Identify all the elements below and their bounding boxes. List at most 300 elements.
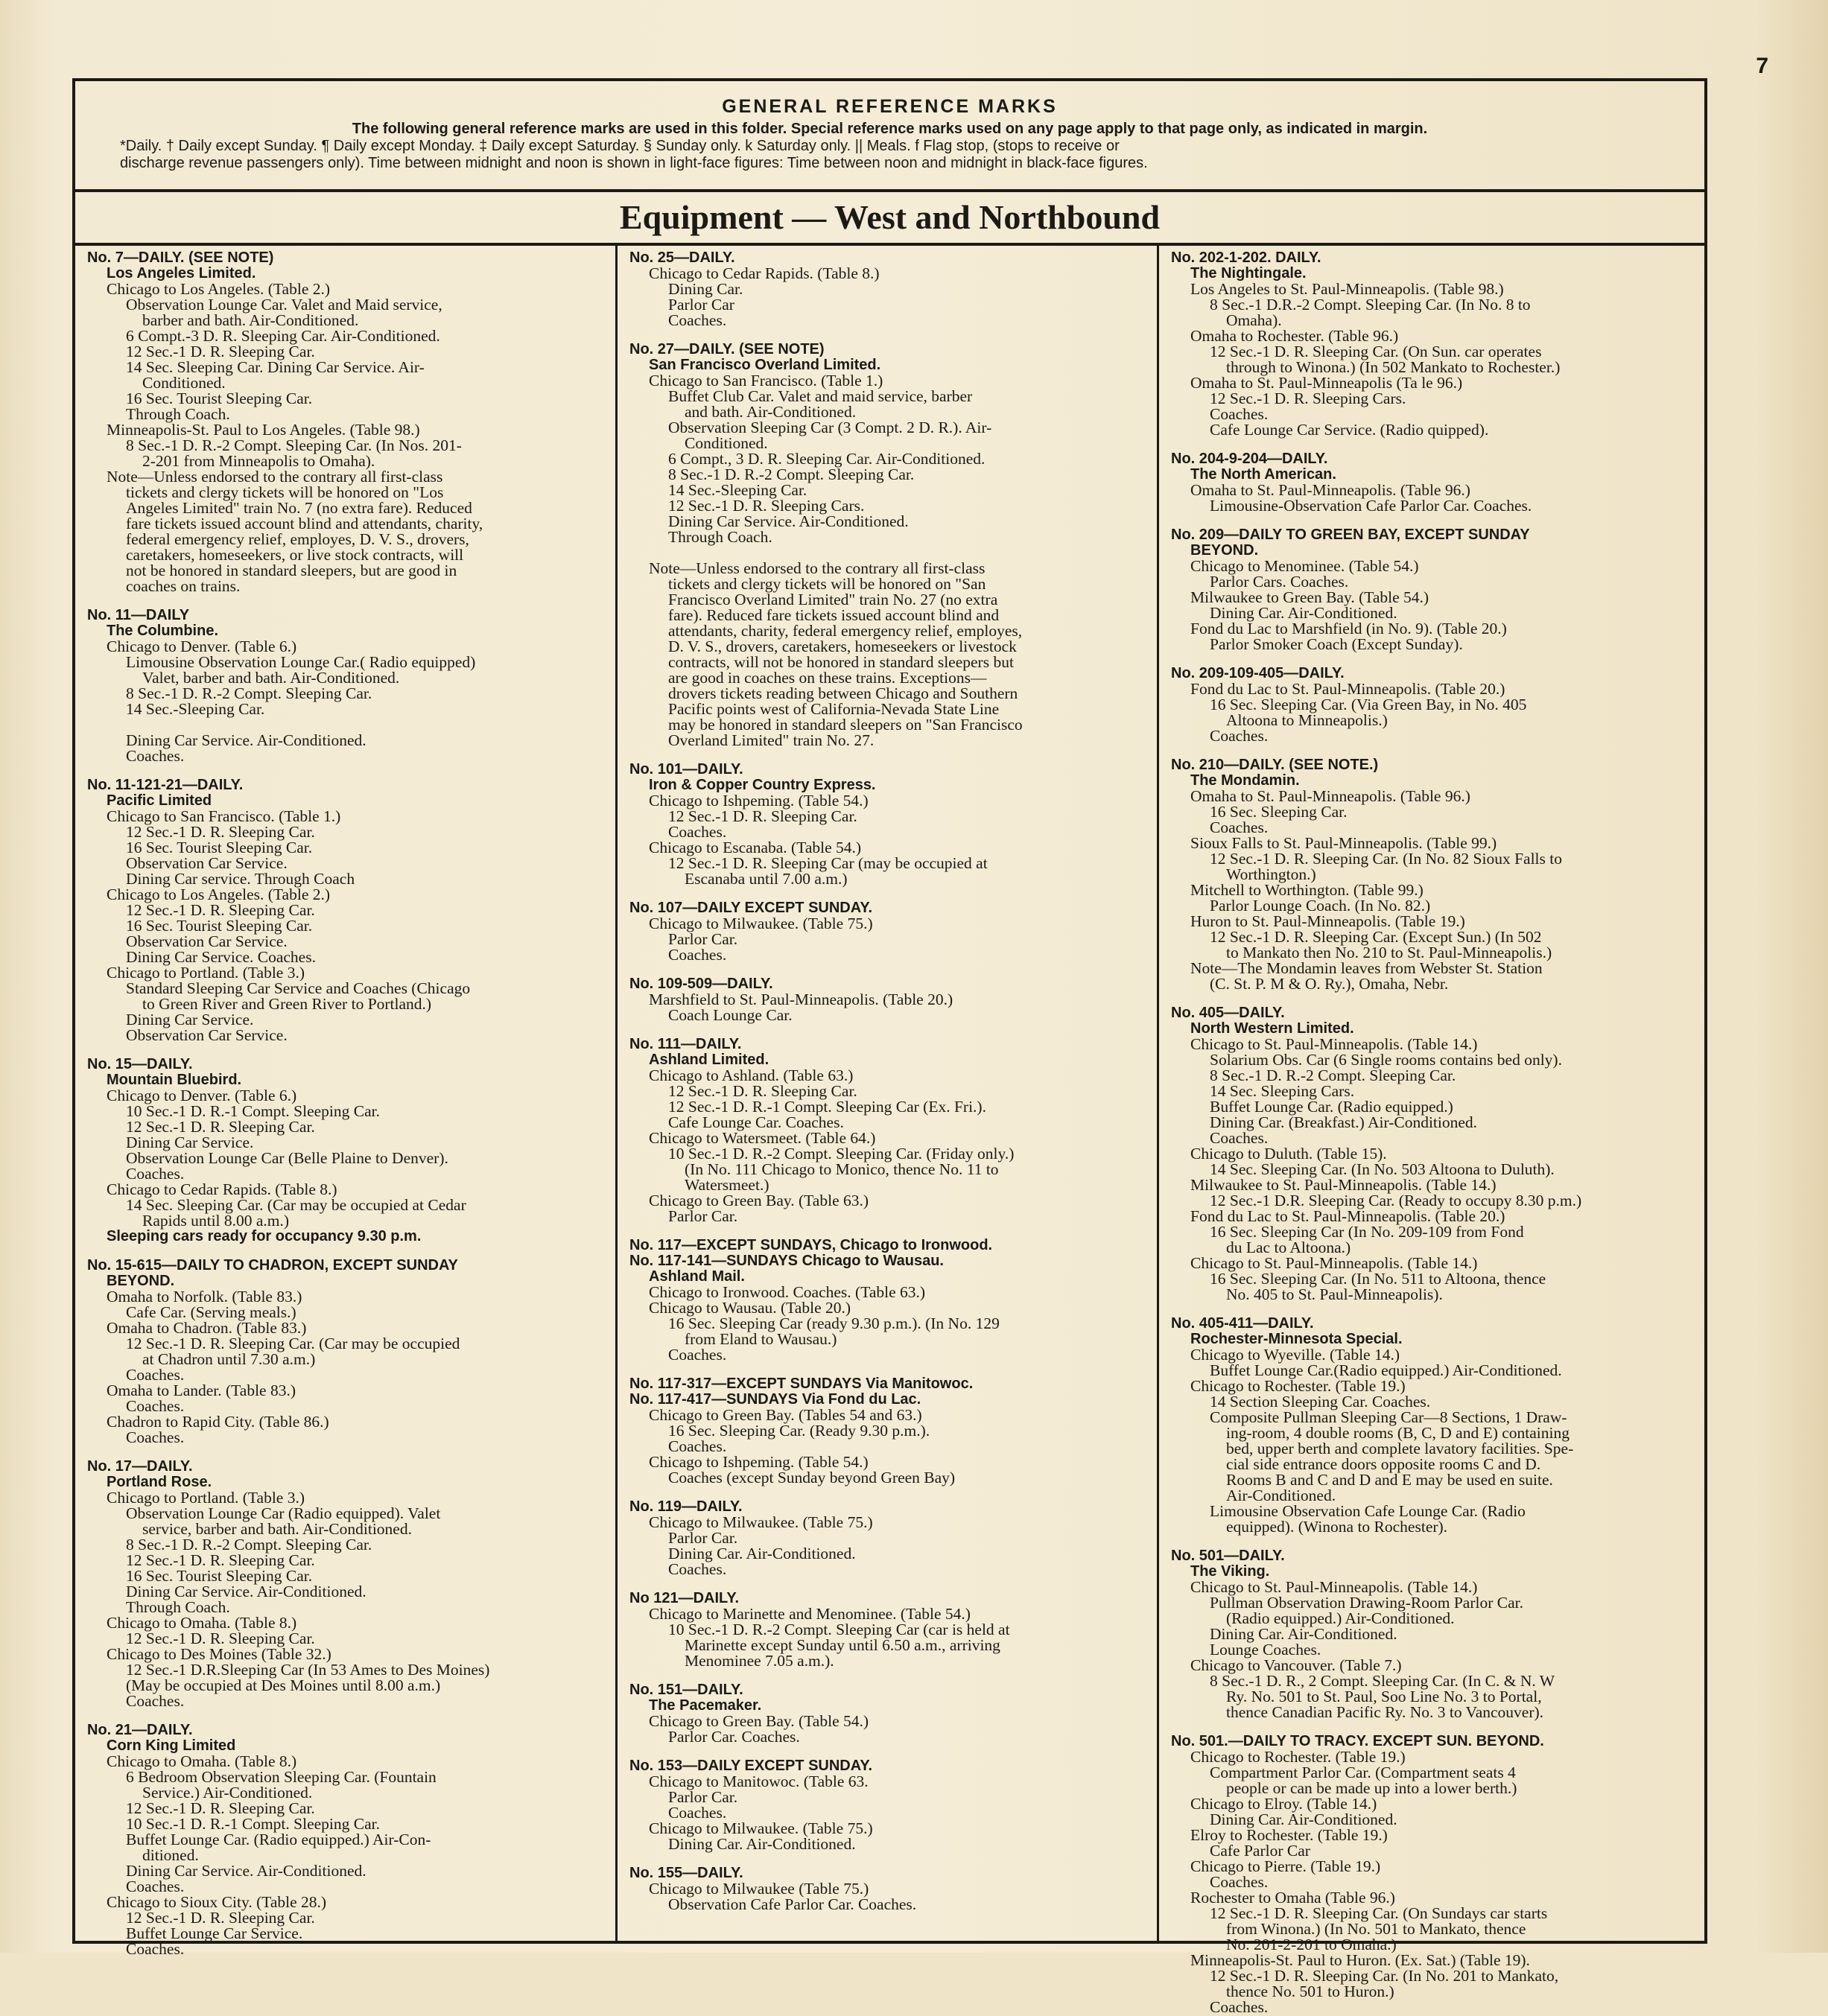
equipment-line: 6 Compt., 3 D. R. Sleeping Car. Air-Conditioned. xyxy=(668,450,986,468)
equipment-line: 16 Sec. Sleeping Car (In No. 209-109 from Fond xyxy=(1210,1223,1524,1241)
equipment-line: Coaches. xyxy=(126,1428,185,1446)
train-entry xyxy=(1171,1734,1692,2015)
equipment-line: Rooms B and C and D and E may be used en suite. xyxy=(1226,1471,1553,1489)
train-heading-line: No. 204-9-204—DAILY. xyxy=(1171,451,1328,467)
train-heading-line: The Pacemaker. xyxy=(649,1697,762,1714)
equipment-line: Angeles Limited" train No. 7 (no extra fare). Reduced xyxy=(126,499,472,517)
train-entry xyxy=(1171,1316,1692,1535)
equipment-line: Chicago to Portland. (Table 3.) xyxy=(107,964,305,982)
equipment-line: 8 Sec.-1 D. R.-2 Compt. Sleeping Car. xyxy=(126,1536,372,1554)
equipment-line: Pullman Observation Drawing-Room Parlor Car. xyxy=(1210,1594,1523,1612)
equipment-line: Chicago to Omaha. (Table 8.) xyxy=(107,1752,297,1770)
column-left xyxy=(75,246,618,1958)
train-heading-line: Mountain Bluebird. xyxy=(107,1072,242,1088)
equipment-line: 12 Sec.-1 D. R. Sleeping Car. xyxy=(126,343,315,360)
equipment-line: Limousine Observation Cafe Lounge Car. (Radio xyxy=(1210,1502,1526,1520)
train-heading-line: No. 210—DAILY. (SEE NOTE.) xyxy=(1171,757,1379,773)
equipment-line: Dining Car Service. Air-Conditioned. xyxy=(668,512,909,530)
train-entry xyxy=(629,250,1145,328)
equipment-line: Service.) Air-Conditioned. xyxy=(142,1784,313,1802)
equipment-line: 16 Sec. Tourist Sleeping Car. xyxy=(126,839,313,856)
equipment-line: Parlor Car xyxy=(668,296,734,314)
equipment-line: Chicago to Denver. (Table 6.) xyxy=(107,1087,297,1104)
train-heading-line: Rochester-Minnesota Special. xyxy=(1190,1331,1403,1347)
equipment-line: 12 Sec.-1 D. R. Sleeping Car. (In No. 201 to Mankato, xyxy=(1210,1967,1559,1985)
reference-marks-line: *Daily. † Daily except Sunday. ¶ Daily except Monday. ‡ Daily except Saturday. § Sunday only. k Saturday only. || Meals. f Flag stop, (stops to receive or xyxy=(120,138,1120,154)
equipment-line: Note—Unless endorsed to the contrary all first-class xyxy=(107,468,443,486)
equipment-line: Chicago to Escanaba. (Table 54.) xyxy=(649,839,862,856)
equipment-line: from Eland to Wausau.) xyxy=(685,1330,837,1348)
equipment-line: 10 Sec.-1 D. R.-2 Compt. Sleeping Car. (Friday only.) xyxy=(668,1145,1015,1163)
equipment-line: Note—The Mondamin leaves from Webster St. Station xyxy=(1190,959,1543,977)
equipment-line: Cafe Lounge Car. Coaches. xyxy=(668,1113,844,1131)
equipment-line: Coaches. xyxy=(668,1804,727,1822)
train-entry xyxy=(629,1758,1145,1852)
equipment-line: Escanaba until 7.00 a.m.) xyxy=(685,870,848,888)
equipment-line: Los Angeles to St. Paul-Minneapolis. (Table 98.) xyxy=(1190,280,1504,298)
train-heading-line: No. 101—DAILY. xyxy=(629,761,743,778)
equipment-line: Coaches. xyxy=(1210,1998,1269,2016)
equipment-line: 12 Sec.-1 D. R. Sleeping Car (may be occupied at xyxy=(668,854,988,872)
equipment-line: 12 Sec.-1 D. R. Sleeping Car. xyxy=(126,901,315,919)
equipment-line: Chicago to Manitowoc. (Table 63. xyxy=(649,1772,869,1790)
equipment-line: 12 Sec.-1 D. R.-1 Compt. Sleeping Car (Ex. Fri.). xyxy=(668,1098,986,1116)
equipment-line: Omaha to St. Paul-Minneapolis. (Table 96.) xyxy=(1190,787,1470,805)
train-heading-line: The Nightingale. xyxy=(1190,265,1307,282)
equipment-line: 16 Sec. Tourist Sleeping Car. xyxy=(126,389,313,407)
equipment-line: and bath. Air-Conditioned. xyxy=(685,403,857,421)
equipment-line: Dining Car Service. xyxy=(126,1133,254,1151)
equipment-line: Dining Car. Air-Conditioned. xyxy=(1210,1810,1397,1828)
equipment-line: are good in coaches on these trains. Exceptions— xyxy=(668,669,987,687)
equipment-line: Note—Unless endorsed to the contrary all first-class xyxy=(649,559,986,577)
equipment-line: 8 Sec.-1 D. R.-2 Compt. Sleeping Car. xyxy=(1210,1066,1456,1084)
equipment-line: Dining Car. Air-Conditioned. xyxy=(1210,1625,1397,1643)
equipment-line: 14 Sec. Sleeping Car. (In No. 503 Altoona to Duluth). xyxy=(1210,1160,1555,1178)
equipment-line: Omaha to St. Paul-Minneapolis. (Table 96.) xyxy=(1190,481,1470,499)
equipment-line: coaches on trains. xyxy=(126,577,241,595)
train-heading-line: No 121—DAILY. xyxy=(629,1590,740,1606)
equipment-line: Parlor Car. xyxy=(668,1207,738,1225)
equipment-line: Chicago to Pierre. (Table 19.) xyxy=(1190,1857,1381,1875)
equipment-line: Chicago to Ironwood. Coaches. (Table 63.) xyxy=(649,1283,926,1301)
equipment-line: 16 Sec. Tourist Sleeping Car. xyxy=(126,917,313,935)
equipment-line: Omaha to Rochester. (Table 96.) xyxy=(1190,327,1399,345)
equipment-line: 6 Bedroom Observation Sleeping Car. (Fountain xyxy=(126,1768,437,1786)
train-heading-line: No. 501—DAILY. xyxy=(1171,1548,1285,1564)
equipment-line: 12 Sec.-1 D. R. Sleeping Cars. xyxy=(1210,389,1406,407)
equipment-line: 14 Sec. Sleeping Car. Dining Car Service. Air- xyxy=(126,358,425,376)
train-heading-line: No. 151—DAILY. xyxy=(629,1682,743,1698)
equipment-line: Conditioned. xyxy=(142,374,226,392)
equipment-line: Coaches. xyxy=(126,1165,185,1183)
equipment-line: Chicago to Vancouver. (Table 7.) xyxy=(1190,1656,1402,1674)
equipment-line: Chicago to Elroy. (Table 14.) xyxy=(1190,1795,1377,1813)
equipment-line: Buffet Club Car. Valet and maid service, barber xyxy=(668,387,973,405)
train-heading-line: North Western Limited. xyxy=(1190,1020,1354,1037)
equipment-line: Observation Car Service. xyxy=(126,1026,288,1044)
equipment-line: Buffet Lounge Car Service. xyxy=(126,1924,303,1942)
train-entry xyxy=(1171,1548,1692,1720)
equipment-line: Coaches. xyxy=(126,747,185,765)
equipment-line: Chicago to Rochester. (Table 19.) xyxy=(1190,1748,1406,1766)
equipment-line: Observation Sleeping Car (3 Compt. 2 D. R.). Air- xyxy=(668,419,992,436)
equipment-line: Chicago to Los Angeles. (Table 2.) xyxy=(107,885,331,903)
equipment-line: 6 Compt.-3 D. R. Sleeping Car. Air-Conditioned. xyxy=(126,327,440,345)
equipment-line: Dining Car Service. Coaches. xyxy=(126,948,316,966)
train-entry xyxy=(629,342,1145,748)
equipment-line: Chadron to Rapid City. (Table 86.) xyxy=(107,1413,329,1431)
equipment-line: service, barber and bath. Air-Conditioned. xyxy=(142,1520,412,1538)
equipment-line: 16 Sec. Sleeping Car. (Ready 9.30 p.m.). xyxy=(668,1422,930,1440)
equipment-line: 12 Sec.-1 D. R. Sleeping Cars. xyxy=(668,497,865,515)
equipment-line: (Radio equipped.) Air-Conditioned. xyxy=(1226,1609,1455,1627)
equipment-line: 12 Sec.-1 D. R. Sleeping Car. (Except Sun.) (In 502 xyxy=(1210,928,1542,946)
equipment-line: Watersmeet.) xyxy=(685,1176,769,1194)
equipment-line: Parlor Car. xyxy=(668,1788,738,1806)
train-heading-line: No. 119—DAILY. xyxy=(629,1498,743,1515)
equipment-line: Chicago to Ashland. (Table 63.) xyxy=(649,1066,854,1084)
train-heading-line: San Francisco Overland Limited. xyxy=(649,357,881,373)
equipment-line: through to Winona.) (In 502 Mankato to Rochester.) xyxy=(1226,358,1561,376)
equipment-line: Standard Sleeping Car Service and Coaches (Chicago xyxy=(126,979,471,997)
equipment-line: Chicago to St. Paul-Minneapolis. (Table 14.) xyxy=(1190,1035,1478,1053)
train-entry xyxy=(629,1037,1145,1224)
equipment-line: Valet, barber and bath. Air-Conditioned. xyxy=(142,669,400,687)
equipment-line: Dining Car Service. Air-Conditioned. xyxy=(126,731,366,749)
equipment-line: Compartment Parlor Car. (Compartment seats 4 xyxy=(1210,1764,1516,1781)
equipment-line: Chicago to Rochester. (Table 19.) xyxy=(1190,1377,1406,1395)
train-entry xyxy=(87,1057,603,1244)
equipment-line: Chicago to Green Bay. (Table 54.) xyxy=(649,1712,869,1730)
equipment-line: 10 Sec.-1 D. R.-1 Compt. Sleeping Car. xyxy=(126,1102,380,1120)
equipment-line: Chicago to Duluth. (Table 15). xyxy=(1190,1145,1387,1163)
train-heading-line: The North American. xyxy=(1190,466,1336,483)
equipment-line: Observation Lounge Car. Valet and Maid service, xyxy=(126,296,442,314)
equipment-line: No. 201-2-201 to Omaha.) xyxy=(1226,1936,1397,1953)
equipment-line: Observation Cafe Parlor Car. Coaches. xyxy=(668,1895,917,1913)
equipment-line: Observation Lounge Car (Belle Plaine to Denver). xyxy=(126,1149,448,1167)
equipment-line: Conditioned. xyxy=(685,434,768,452)
train-heading-line: Corn King Limited xyxy=(107,1737,236,1754)
equipment-line: Cafe Car. (Serving meals.) xyxy=(126,1303,296,1321)
equipment-line: barber and bath. Air-Conditioned. xyxy=(142,311,359,329)
equipment-line: du Lac to Altoona.) xyxy=(1226,1238,1351,1256)
equipment-line: (C. St. P. M & O. Ry.), Omaha, Nebr. xyxy=(1210,975,1449,993)
equipment-line: Coaches. xyxy=(126,1940,185,1958)
reference-marks-text xyxy=(120,121,1660,172)
equipment-line: Chicago to Ishpeming. (Table 54.) xyxy=(649,1453,869,1471)
equipment-line xyxy=(629,545,1145,561)
equipment-line: Through Coach. xyxy=(126,405,230,423)
equipment-line: Dining Car service. Through Coach xyxy=(126,870,355,888)
train-heading-line: No. 209—DAILY TO GREEN BAY, EXCEPT SUNDAY xyxy=(1171,527,1530,543)
train-entry xyxy=(87,778,603,1043)
equipment-line: Coaches. xyxy=(1210,1873,1269,1891)
equipment-line: Air-Conditioned. xyxy=(1226,1486,1336,1504)
equipment-line: Fond du Lac to Marshfield (in No. 9). (Table 20.) xyxy=(1190,620,1507,637)
equipment-line: cial side entrance doors opposite rooms C and D. xyxy=(1226,1455,1541,1473)
train-heading-line: No. 501.—DAILY TO TRACY. EXCEPT SUN. BEYOND. xyxy=(1171,1733,1544,1749)
train-heading-line: No. 15—DAILY. xyxy=(87,1056,193,1072)
equipment-line: 12 Sec.-1 D. R. Sleeping Car. xyxy=(126,1118,315,1136)
equipment-line: Coaches. xyxy=(126,1397,185,1415)
equipment-line: Through Coach. xyxy=(126,1598,230,1616)
equipment-line: Fond du Lac to St. Paul-Minneapolis. (Table 20.) xyxy=(1190,1207,1505,1225)
train-heading-line: Portland Rose. xyxy=(107,1474,212,1490)
equipment-line: Coaches. xyxy=(668,946,727,964)
equipment-line: Buffet Lounge Car.(Radio equipped.) Air-Conditioned. xyxy=(1210,1361,1562,1379)
page-number: 7 xyxy=(1756,54,1768,78)
equipment-line: not be honored in standard sleepers, but are good in xyxy=(126,562,457,579)
equipment-line: Chicago to San Francisco. (Table 1.) xyxy=(107,807,341,825)
equipment-line: tickets and clergy tickets will be honored on "San xyxy=(668,575,986,593)
train-heading-line: No. 25—DAILY. xyxy=(629,249,735,266)
train-entry xyxy=(629,1591,1145,1669)
equipment-line: D. V. S., drovers, caretakers, homeseekers or livestock xyxy=(668,637,1017,655)
equipment-line: Altoona to Minneapolis.) xyxy=(1226,711,1388,729)
equipment-line: Coaches. xyxy=(668,823,727,841)
equipment-line: 12 Sec.-1 D.R.Sleeping Car (In 53 Ames to Des Moines) xyxy=(126,1661,490,1679)
train-heading-line: No. 21—DAILY. xyxy=(87,1722,193,1738)
equipment-line: Limousine Observation Lounge Car.( Radio equipped) xyxy=(126,653,476,671)
equipment-line: 12 Sec.-1 D. R. Sleeping Car. (Car may be occupied xyxy=(126,1335,460,1352)
train-heading-line: Ashland Mail. xyxy=(649,1268,745,1285)
equipment-line: Chicago to Wyeville. (Table 14.) xyxy=(1190,1346,1400,1364)
train-entry xyxy=(629,976,1145,1023)
equipment-line: Coach Lounge Car. xyxy=(668,1006,793,1024)
train-heading-line: No. 11-121-21—DAILY. xyxy=(87,777,244,793)
train-entry xyxy=(1171,1005,1692,1303)
equipment-line: Dining Car Service. xyxy=(126,1011,254,1028)
equipment-line: Worthington.) xyxy=(1226,865,1316,883)
equipment-line: (In No. 111 Chicago to Monico, thence No. 11 to xyxy=(685,1160,999,1178)
train-heading-line: No. 209-109-405—DAILY. xyxy=(1171,665,1345,681)
equipment-line: 12 Sec.-1 D. R. Sleeping Car. xyxy=(126,1799,315,1817)
train-heading-line: No. 107—DAILY EXCEPT SUNDAY. xyxy=(629,900,873,916)
equipment-line: Dining Car. (Breakfast.) Air-Conditioned. xyxy=(1210,1113,1478,1131)
equipment-line: Milwaukee to St. Paul-Minneapolis. (Table 14.) xyxy=(1190,1176,1497,1194)
equipment-line: Chicago to Green Bay. (Table 63.) xyxy=(649,1192,869,1209)
equipment-line: Chicago to Cedar Rapids. (Table 8.) xyxy=(649,264,880,282)
equipment-line: fare tickets issued account blind and attendants, charity, xyxy=(126,515,483,532)
train-entry xyxy=(629,1866,1145,1912)
equipment-line: Chicago to Milwaukee (Table 75.) xyxy=(649,1880,869,1898)
equipment-line: Coaches. xyxy=(1210,818,1269,836)
reference-marks-title: GENERAL REFERENCE MARKS xyxy=(722,96,1058,117)
train-entry xyxy=(1171,757,1692,992)
equipment-line: Chicago to St. Paul-Minneapolis. (Table 14.) xyxy=(1190,1578,1478,1596)
page-frame xyxy=(72,78,1707,2016)
equipment-line: Sioux Falls to St. Paul-Minneapolis. (Table 99.) xyxy=(1190,834,1497,852)
equipment-line: 2-201 from Minneapolis to Omaha). xyxy=(142,452,375,470)
equipment-line: 12 Sec.-1 D. R. Sleeping Car. (On Sundays car starts xyxy=(1210,1904,1548,1922)
train-heading-line: No. 27—DAILY. (SEE NOTE) xyxy=(629,341,825,357)
equipment-line: (May be occupied at Des Moines until 8.00 a.m.) xyxy=(126,1676,441,1694)
equipment-line: Rapids until 8.00 a.m.) xyxy=(142,1212,290,1230)
equipment-line: Elroy to Rochester. (Table 19.) xyxy=(1190,1826,1388,1844)
equipment-line: Dining Car Service. Air-Conditioned. xyxy=(126,1862,366,1880)
equipment-line: Coaches (except Sunday beyond Green Bay) xyxy=(668,1469,956,1486)
train-heading-line: The Viking. xyxy=(1190,1563,1270,1580)
equipment-line: Chicago to Sioux City. (Table 28.) xyxy=(107,1893,327,1911)
equipment-line: Parlor Lounge Coach. (In No. 82.) xyxy=(1210,897,1431,915)
train-heading-line: No. 111—DAILY. xyxy=(629,1036,742,1052)
equipment-line: 12 Sec.-1 D. R. Sleeping Car. (On Sun. car operates xyxy=(1210,343,1542,360)
train-entry xyxy=(87,1258,603,1446)
equipment-line: Chicago to Milwaukee. (Table 75.) xyxy=(649,1513,873,1531)
equipment-line: Chicago to Portland. (Table 3.) xyxy=(107,1489,305,1507)
equipment-line: 8 Sec.-1 D. R.-2 Compt. Sleeping Car. xyxy=(668,465,915,483)
section-heading: Equipment — West and Northbound xyxy=(75,192,1704,246)
equipment-line: Omaha to Chadron. (Table 83.) xyxy=(107,1319,307,1337)
train-heading-line: No. 109-509—DAILY. xyxy=(629,976,773,992)
equipment-line: equipped). (Winona to Rochester). xyxy=(1226,1518,1448,1536)
equipment-line: Coaches. xyxy=(668,311,727,329)
train-entry xyxy=(1171,527,1692,652)
equipment-line: federal emergency relief, employes, D. V. S., drovers, xyxy=(126,530,469,548)
equipment-columns xyxy=(75,246,1704,2016)
equipment-line: 8 Sec.-1 D.R.-2 Compt. Sleeping Car. (In No. 8 to xyxy=(1210,296,1531,314)
train-heading-line: Pacific Limited xyxy=(107,792,212,809)
column-middle xyxy=(618,246,1159,1941)
equipment-line: Chicago to Milwaukee. (Table 75.) xyxy=(649,915,873,932)
equipment-line: Coaches. xyxy=(1210,405,1269,423)
equipment-line: attendants, charity, federal emergency relief, employes, xyxy=(668,622,1023,640)
equipment-line: Marshfield to St. Paul-Minneapolis. (Table 20.) xyxy=(649,990,953,1008)
train-heading-line: No. 117-141—SUNDAYS Chicago to Wausau. xyxy=(629,1253,944,1269)
train-heading-line: No. 405-411—DAILY. xyxy=(1171,1315,1314,1332)
train-heading-line: Los Angeles Limited. xyxy=(107,265,256,282)
equipment-line: Coaches. xyxy=(1210,727,1269,745)
equipment-line: Chicago to Ishpeming. (Table 54.) xyxy=(649,792,869,810)
train-entry xyxy=(87,1723,603,1957)
equipment-line: 14 Sec.-Sleeping Car. xyxy=(668,481,807,499)
equipment-line: Coaches. xyxy=(668,1437,727,1455)
train-entry xyxy=(1171,666,1692,744)
train-heading-line: No. 155—DAILY. xyxy=(629,1865,743,1881)
train-heading-line: No. 202-1-202. DAILY. xyxy=(1171,249,1321,266)
equipment-line: contracts, will not be honored in standard sleepers but xyxy=(668,653,1014,671)
equipment-line: Dining Car. Air-Conditioned. xyxy=(1210,604,1397,622)
train-entry xyxy=(629,1376,1145,1486)
equipment-line: 12 Sec.-1 D. R. Sleeping Car. xyxy=(668,807,857,825)
train-heading-line: No. 117-417—SUNDAYS Via Fond du Lac. xyxy=(629,1391,921,1408)
equipment-line xyxy=(87,717,603,733)
equipment-line: Chicago to Menominee. (Table 54.) xyxy=(1190,557,1419,575)
equipment-line: tickets and clergy tickets will be honored on "Los xyxy=(126,483,444,501)
equipment-line: Through Coach. xyxy=(668,528,772,546)
equipment-line: Menominee 7.05 a.m.). xyxy=(685,1652,834,1670)
equipment-line: Composite Pullman Sleeping Car—8 Sections, 1 Draw- xyxy=(1210,1408,1567,1426)
equipment-line: 8 Sec.-1 D. R.-2 Compt. Sleeping Car. (In Nos. 201- xyxy=(126,436,462,454)
train-entry xyxy=(87,250,603,594)
equipment-line: Minneapolis-St. Paul to Huron. (Ex. Sat.) (Table 19). xyxy=(1190,1951,1530,1969)
equipment-line: drovers tickets reading between Chicago and Southern xyxy=(668,684,1018,702)
equipment-line: Solarium Obs. Car (6 Single rooms contains bed only). xyxy=(1210,1051,1562,1069)
equipment-line: fare). Reduced fare tickets issued account blind and xyxy=(668,606,1000,624)
equipment-line: 12 Sec.-1 D. R. Sleeping Car. (In No. 82 Sioux Falls to xyxy=(1210,850,1562,868)
equipment-line: people or can be made up into a lower berth.) xyxy=(1226,1779,1517,1797)
train-heading-line: No. 17—DAILY. xyxy=(87,1458,193,1475)
equipment-line: 12 Sec.-1 D.R. Sleeping Car. (Ready to occupy 8.30 p.m.) xyxy=(1210,1192,1582,1209)
equipment-line: Chicago to Omaha. (Table 8.) xyxy=(107,1614,297,1632)
equipment-line: Dining Car. Air-Conditioned. xyxy=(668,1835,856,1853)
equipment-line: Chicago to Watersmeet. (Table 64.) xyxy=(649,1129,876,1147)
equipment-line: 10 Sec.-1 D. R.-1 Compt. Sleeping Car. xyxy=(126,1815,380,1833)
equipment-line: ditioned. xyxy=(142,1846,199,1864)
equipment-line: Buffet Lounge Car. (Radio equipped.) xyxy=(1210,1098,1453,1116)
equipment-line: Observation Car Service. xyxy=(126,854,288,872)
equipment-line: Chicago to Los Angeles. (Table 2.) xyxy=(107,280,331,298)
train-heading-line: No. 11—DAILY xyxy=(87,607,190,623)
equipment-line: Minneapolis-St. Paul to Los Angeles. (Table 98.) xyxy=(107,421,420,439)
equipment-line: Milwaukee to Green Bay. (Table 54.) xyxy=(1190,588,1429,606)
equipment-line: thence No. 501 to Huron.) xyxy=(1226,1982,1394,2000)
equipment-line: Parlor Smoker Coach (Except Sunday). xyxy=(1210,635,1463,653)
reference-marks-box xyxy=(75,81,1704,192)
equipment-line: Observation Lounge Car (Radio equipped). Valet xyxy=(126,1504,441,1522)
equipment-line: Marinette except Sunday until 6.50 a.m., arriving xyxy=(685,1636,1000,1654)
equipment-line: Parlor Car. Coaches. xyxy=(668,1728,800,1746)
equipment-line: Coaches. xyxy=(126,1692,185,1710)
equipment-line: caretakers, homeseekers, or live stock contracts, will xyxy=(126,546,464,564)
equipment-line: Francisco Overland Limited" train No. 27 (no extra xyxy=(668,591,998,608)
equipment-line: 14 Sec. Sleeping Car. (Car may be occupied at Cedar xyxy=(126,1196,466,1214)
equipment-line: Observation Car Service. xyxy=(126,932,288,950)
equipment-line: 12 Sec.-1 D. R. Sleeping Car. xyxy=(126,823,315,841)
train-heading-line: Iron & Copper Country Express. xyxy=(649,777,876,793)
equipment-line: Coaches. xyxy=(126,1366,185,1384)
equipment-line: 14 Sec.-Sleeping Car. xyxy=(126,700,265,718)
equipment-line: Parlor Cars. Coaches. xyxy=(1210,573,1349,591)
equipment-line: Chicago to St. Paul-Minneapolis. (Table 14.) xyxy=(1190,1254,1478,1272)
reference-marks-line: The following general reference marks are used in this folder. Special reference marks used on any page apply to that page only, as indicated in margin. xyxy=(352,121,1428,137)
equipment-line: Dining Car Service. Air-Conditioned. xyxy=(126,1583,366,1600)
equipment-line: Coaches. xyxy=(1210,1129,1269,1147)
equipment-line: 16 Sec. Sleeping Car. (In No. 511 to Altoona, thence xyxy=(1210,1270,1546,1288)
equipment-line: Huron to St. Paul-Minneapolis. (Table 19.) xyxy=(1190,912,1465,930)
equipment-line: from Winona.) (In No. 501 to Mankato, thence xyxy=(1226,1920,1526,1938)
equipment-line: Chicago to Cedar Rapids. (Table 8.) xyxy=(107,1180,337,1198)
train-heading-line: The Columbine. xyxy=(107,623,218,639)
train-heading-line: No. 153—DAILY EXCEPT SUNDAY. xyxy=(629,1758,873,1774)
train-heading-line: BEYOND. xyxy=(107,1273,175,1289)
equipment-line: Omaha). xyxy=(1226,311,1282,329)
equipment-line: thence Canadian Pacific Ry. No. 3 to Vancouver). xyxy=(1226,1703,1544,1721)
equipment-line: 8 Sec.-1 D. R., 2 Compt. Sleeping Car. (In C. & N. W xyxy=(1210,1672,1555,1690)
equipment-line: 8 Sec.-1 D. R.-2 Compt. Sleeping Car. xyxy=(126,684,372,702)
equipment-line: Chicago to Marinette and Menominee. (Table 54.) xyxy=(649,1605,971,1623)
equipment-line: 16 Sec. Sleeping Car. (Via Green Bay, in No. 405 xyxy=(1210,696,1527,713)
train-heading-line: No. 405—DAILY. xyxy=(1171,1005,1285,1021)
train-entry xyxy=(629,1682,1145,1745)
train-heading-line: The Mondamin. xyxy=(1190,772,1300,789)
equipment-line: Omaha to Lander. (Table 83.) xyxy=(107,1381,296,1399)
train-heading-line: No. 117—EXCEPT SUNDAYS, Chicago to Ironwood. xyxy=(629,1237,993,1253)
train-entry xyxy=(629,900,1145,963)
equipment-line: at Chadron until 7.30 a.m.) xyxy=(142,1350,316,1368)
equipment-line: Coaches. xyxy=(668,1346,727,1364)
column-right xyxy=(1159,246,1704,2016)
train-entry xyxy=(87,608,603,764)
equipment-line: Omaha to St. Paul-Minneapolis (Ta le 96.) xyxy=(1190,374,1463,392)
equipment-line: Chicago to Green Bay. (Tables 54 and 63.) xyxy=(649,1406,922,1424)
train-entry xyxy=(1171,250,1692,438)
equipment-line: Parlor Car. xyxy=(668,1529,738,1547)
train-entry xyxy=(629,1238,1145,1363)
equipment-line: Fond du Lac to St. Paul-Minneapolis. (Table 20.) xyxy=(1190,680,1505,698)
